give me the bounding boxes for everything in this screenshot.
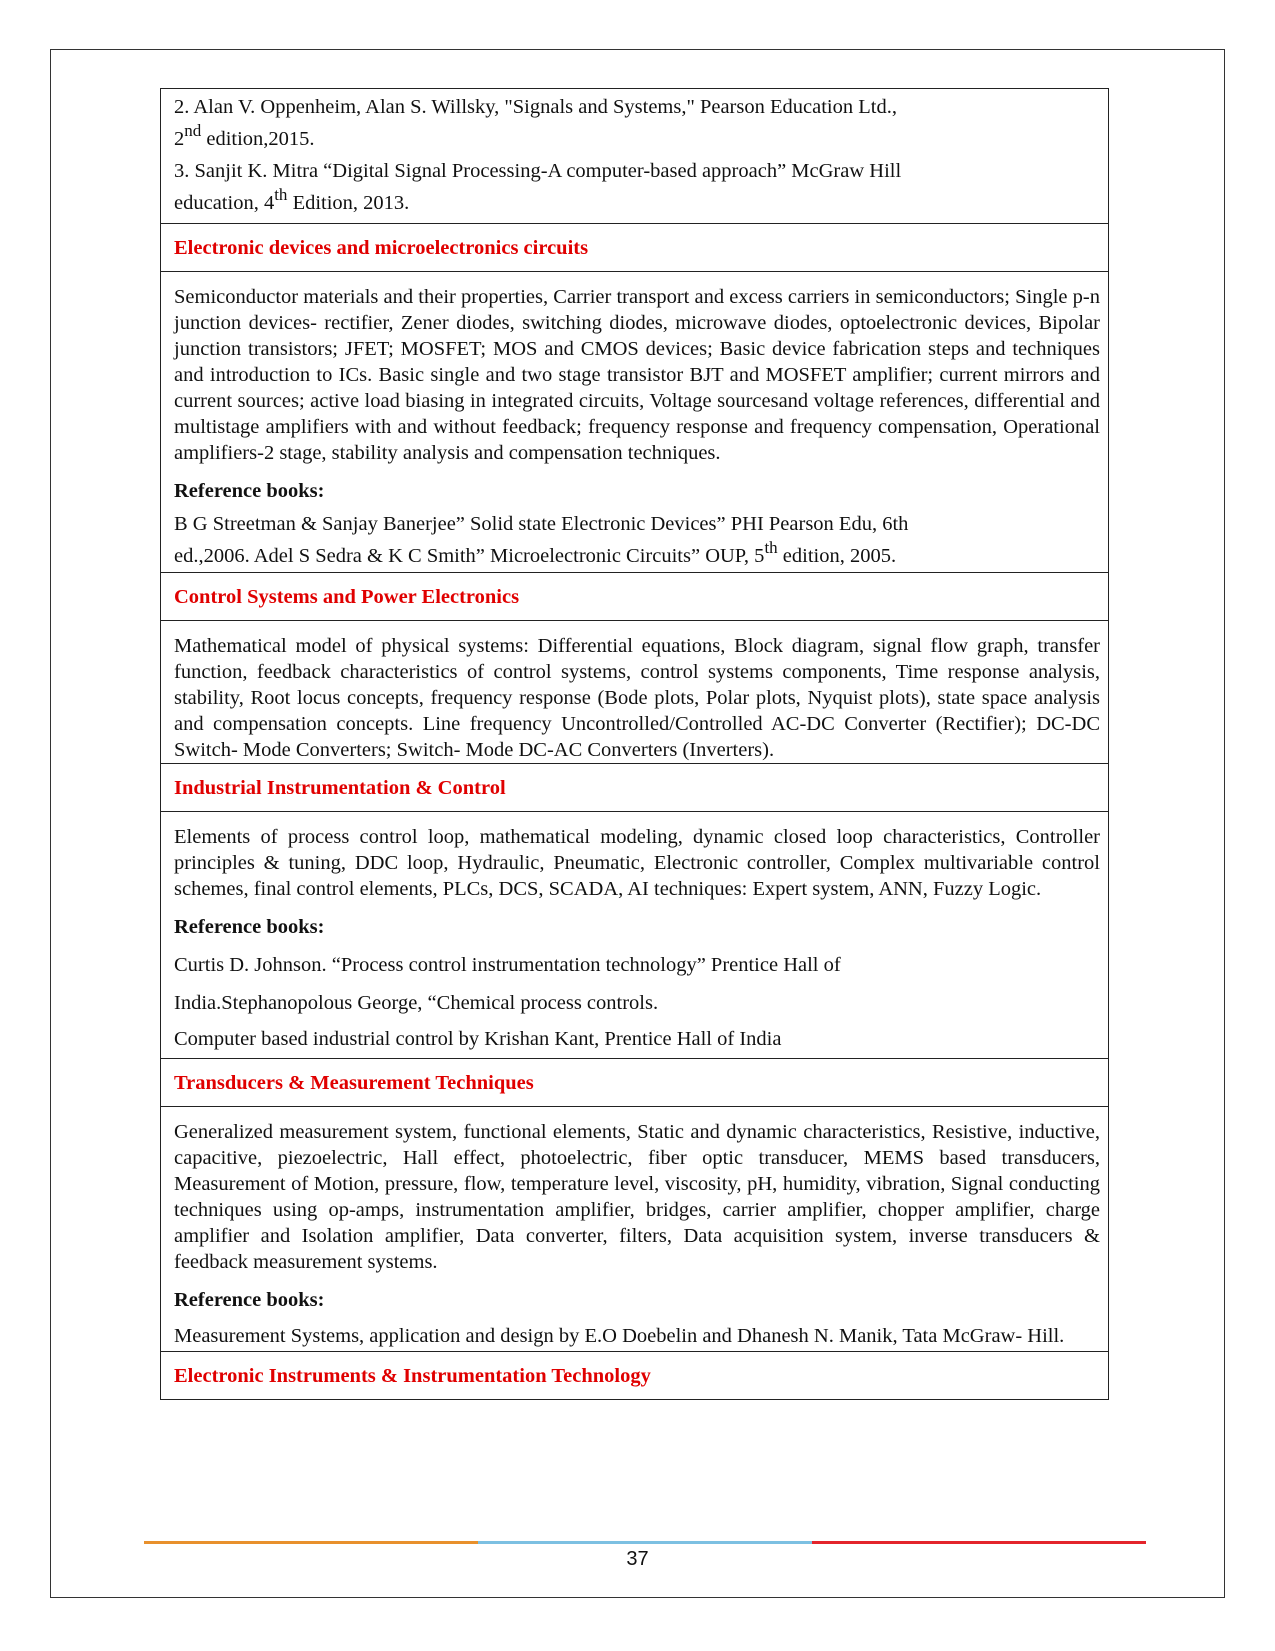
reference-books-title: Reference books: — [174, 480, 325, 502]
section-heading-electronic-instruments: Electronic Instruments & Instrumentation Technology — [161, 1351, 1108, 1399]
section-description: Mathematical model of physical systems: Differential equations, Block diagram, signal flow graph, transfer function, feedback characteristics of control systems, control systems components, Time response analysis, stability, Root locus concepts, frequency response (Bode plots, Polar plots, Nyquist plots), state space analysis and compensation concepts. Line frequency Uncontrolled/Controlled AC-DC Converter (Rectifier); DC-DC Switch- Mode Converters; Switch- Mode DC-AC Converters (Inverters). — [174, 635, 1100, 761]
top-references-cell — [161, 89, 1108, 223]
section-body-transducers — [161, 1106, 1108, 1351]
section-body-electronic-devices — [161, 271, 1108, 572]
reference-3-line-1: 3. Sanjit K. Mitra “Digital Signal Processing-A computer-based approach” McGraw Hill — [174, 160, 902, 182]
section-heading-industrial-instrumentation: Industrial Instrumentation & Control — [161, 763, 1108, 811]
reference-text: Measurement Systems, application and design by E.O Doebelin and Dhanesh N. Manik, Tata McGraw- Hill. — [174, 1325, 1065, 1347]
section-description: Semiconductor materials and their properties, Carrier transport and excess carriers in semiconductors; Single p-n junction devices- rectifier, Zener diodes, switching diodes, microwave diodes, optoelectronic devices, Bipolar junction transistors; JFET; MOSFET; MOS and CMOS devices; Basic device fabrication steps and techniques and introduction to ICs. Basic single and two stage transistor BJT and MOSFET amplifier; current mirrors and current sources; active load biasing in integrated circuits, Voltage sourcesand voltage references, differential and multistage amplifiers with and without feedback; frequency response and frequency compensation, Operational amplifiers-2 stage, stability analysis and compensation techniques. — [174, 286, 1100, 464]
reference-3-line-2: education, 4th Edition, 2013. — [174, 185, 410, 214]
reference-books-title: Reference books: — [174, 1289, 325, 1311]
section-heading-electronic-devices: Electronic devices and microelectronics circuits — [161, 223, 1108, 271]
section-body-control-systems — [161, 620, 1108, 763]
reference-line: B G Streetman & Sanjay Banerjee” Solid state Electronic Devices” PHI Pearson Edu, 6th — [174, 513, 909, 535]
section-heading-control-systems: Control Systems and Power Electronics — [161, 572, 1108, 620]
reference-2-line-1: 2. Alan V. Oppenheim, Alan S. Willsky, "Signals and Systems," Pearson Education Ltd., — [174, 96, 897, 118]
reference-line: Computer based industrial control by Krishan Kant, Prentice Hall of India — [174, 1028, 782, 1050]
section-description: Generalized measurement system, functional elements, Static and dynamic characteristics, Resistive, inductive, capacitive, piezoelectric, Hall effect, photoelectric, fiber optic transducer, MEMS based transducers, Measurement of Motion, pressure, flow, temperature level, viscosity, pH, humidity, vibration, Signal conducting techniques using op-amps, instrumentation amplifier, bridges, carrier amplifier, chopper amplifier, charge amplifier and Isolation amplifier, Data converter, filters, Data acquisition system, inverse transducers & feedback measurement systems. — [174, 1121, 1100, 1273]
footer-accent-bar-blue — [478, 1541, 812, 1544]
syllabus-table — [160, 88, 1109, 1400]
page-number: 37 — [626, 1548, 649, 1570]
reference-line: Curtis D. Johnson. “Process control instrumentation technology” Prentice Hall of — [174, 954, 841, 976]
section-body-industrial-instrumentation — [161, 811, 1108, 1058]
footer-accent-bar-red — [812, 1541, 1146, 1544]
reference-line: ed.,2006. Adel S Sedra & K C Smith” Microelectronic Circuits” OUP, 5th edition, 2005. — [174, 538, 897, 567]
section-description: Elements of process control loop, mathematical modeling, dynamic closed loop characteristics, Controller principles & tuning, DDC loop, Hydraulic, Pneumatic, Electronic controller, Complex multivariable control schemes, final control elements, PLCs, DCS, SCADA, AI techniques: Expert system, ANN, Fuzzy Logic. — [174, 826, 1100, 900]
reference-2-line-2: 2nd edition,2015. — [174, 121, 315, 150]
reference-books-title: Reference books: — [174, 916, 325, 938]
reference-line: India.Stephanopolous George, “Chemical process controls. — [174, 992, 659, 1014]
section-heading-transducers: Transducers & Measurement Techniques — [161, 1058, 1108, 1106]
footer-accent-bar-orange — [144, 1541, 478, 1544]
